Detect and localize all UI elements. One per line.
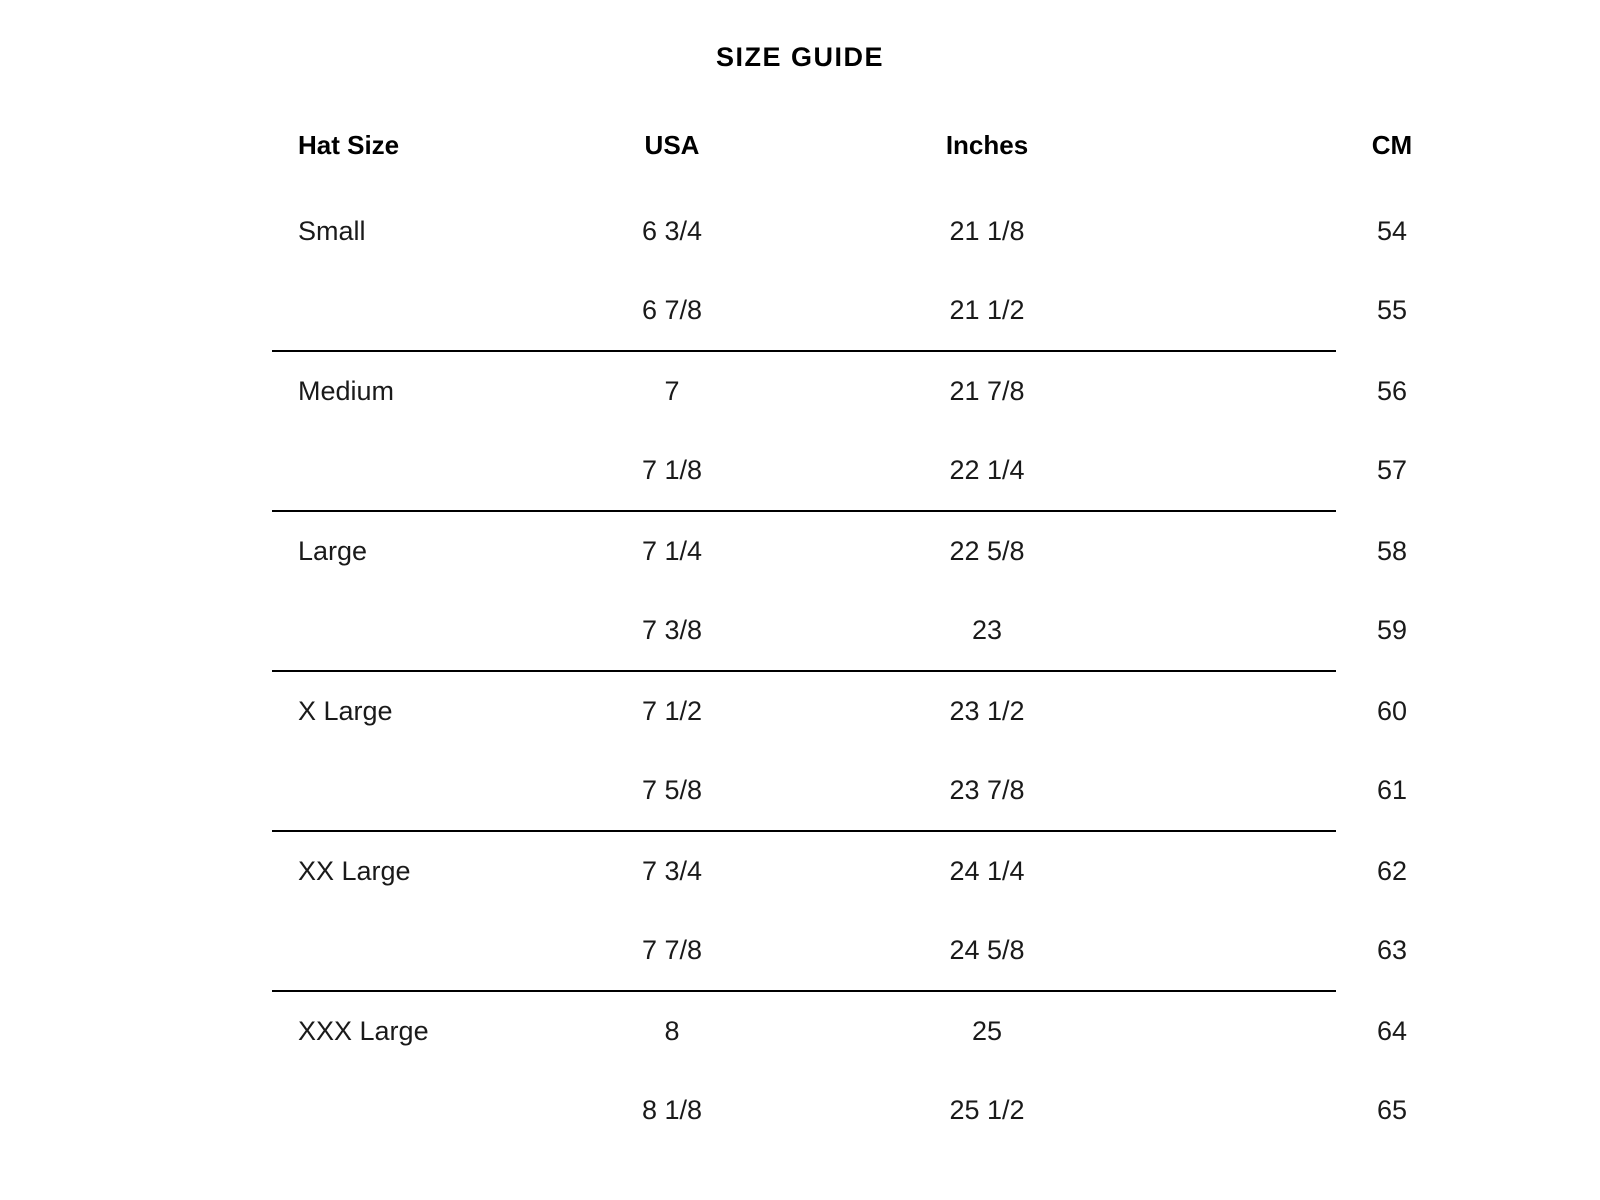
table-row [272,591,1408,670]
size-name: Large [298,536,368,566]
cm-value: 61 [1376,775,1408,805]
inches-value: 21 1/8 [949,216,1025,246]
usa-value: 7 5/8 [641,775,703,805]
usa-value: 8 1/8 [641,1095,703,1125]
cm-value: 63 [1376,935,1408,965]
cm-value: 56 [1376,376,1408,406]
cm-value: 57 [1376,455,1408,485]
usa-value: 7 1/4 [641,536,703,566]
usa-value: 6 7/8 [641,295,703,325]
page-title: SIZE GUIDE [715,42,885,72]
inches-value: 22 5/8 [949,536,1025,566]
table-row [272,992,1408,1071]
size-name: XX Large [298,856,411,886]
usa-value: 7 7/8 [641,935,703,965]
usa-value: 7 1/2 [641,696,703,726]
header-usa: USA [644,130,700,160]
size-group-xxx-large [272,992,1408,1150]
usa-value: 7 [664,376,680,406]
usa-value: 7 3/4 [641,856,703,886]
inches-value: 24 1/4 [949,856,1025,886]
table-row [272,352,1408,431]
size-group-medium [272,352,1408,512]
table-row [272,911,1408,990]
cm-value: 62 [1376,856,1408,886]
inches-value: 25 1/2 [949,1095,1025,1125]
table-row [272,512,1408,591]
table-row [272,192,1408,271]
inches-value: 24 5/8 [949,935,1025,965]
table-row [272,751,1408,830]
cm-value: 54 [1376,216,1408,246]
inches-value: 23 7/8 [949,775,1025,805]
inches-value: 21 7/8 [949,376,1025,406]
usa-value: 6 3/4 [641,216,703,246]
table-row [272,431,1408,510]
size-name: X Large [298,696,393,726]
cm-value: 59 [1376,615,1408,645]
table-row [272,672,1408,751]
table-header [272,110,1413,180]
cm-value: 55 [1376,295,1408,325]
inches-value: 21 1/2 [949,295,1025,325]
size-name: XXX Large [298,1016,429,1046]
size-name: Small [298,216,366,246]
size-group-xx-large [272,832,1408,992]
usa-value: 7 1/8 [641,455,703,485]
header-cm: CM [1371,130,1413,160]
inches-value: 25 [971,1016,1003,1046]
cm-value: 64 [1376,1016,1408,1046]
inches-value: 22 1/4 [949,455,1025,485]
usa-value: 7 3/8 [641,615,703,645]
table-row [272,271,1408,350]
cm-value: 58 [1376,536,1408,566]
size-name: Medium [298,376,395,406]
size-table [272,110,1413,1150]
size-group-large [272,512,1408,672]
header-hat-size: Hat Size [298,130,400,160]
size-group-x-large [272,672,1408,832]
usa-value: 8 [664,1016,680,1046]
header-inches: Inches [945,130,1029,160]
inches-value: 23 1/2 [949,696,1025,726]
inches-value: 23 [971,615,1003,645]
cm-value: 60 [1376,696,1408,726]
table-row [272,832,1408,911]
table-row [272,1071,1408,1150]
cm-value: 65 [1376,1095,1408,1125]
size-group-small [272,192,1408,352]
